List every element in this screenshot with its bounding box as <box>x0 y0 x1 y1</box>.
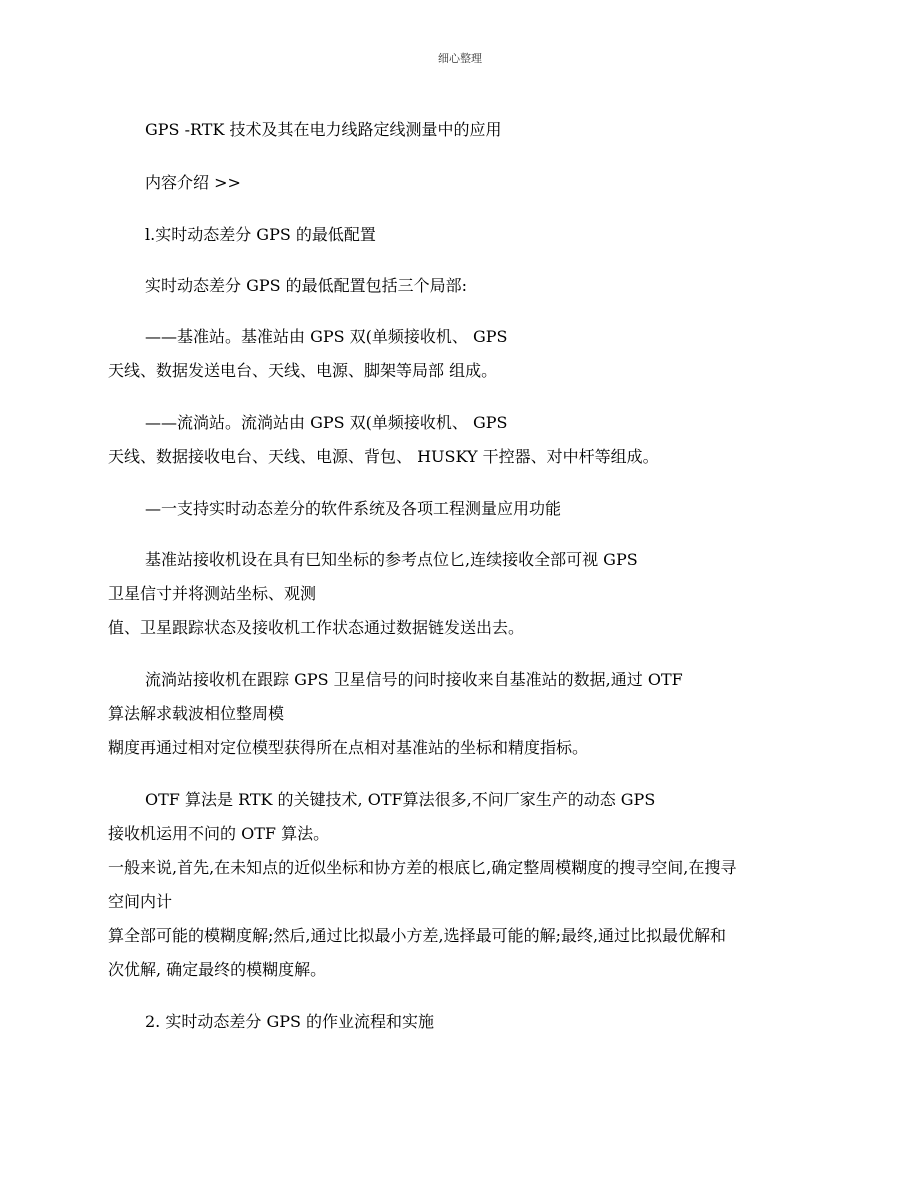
paragraph-line: 次优解, 确定最终的模糊度解。 <box>108 960 327 979</box>
paragraph-line: 接收机运用不问的 OTF 算法。 <box>108 824 330 843</box>
paragraph-line: OTF 算法是 RTK 的关键技术, OTF算法很多,不问厂家生产的动态 GPS <box>145 790 656 809</box>
section-intro: 内容介绍 >> <box>145 173 241 192</box>
paragraph-line: 基准站接收机设在具有巳知坐标的参考点位匕,连续接收全部可视 GPS <box>145 550 638 569</box>
page-header: 细心整理 <box>438 52 482 65</box>
paragraph-line: 算法解求载波相位整周模 <box>108 704 285 723</box>
paragraph-line: 糊度再通过相对定位模型获得所在点相对基准站的坐标和精度指标。 <box>108 738 589 757</box>
paragraph-line: 一般来说,首先,在未知点的近似坐标和协方差的根底匕,确定整周模糊度的搜寻空间,在搜寻 <box>108 858 737 877</box>
paragraph-line: ——基准站。基准站由 GPS 双(单频接收机、 GPS <box>145 327 508 346</box>
paragraph-line: —一支持实时动态差分的软件系统及各项工程测量应用功能 <box>145 499 562 518</box>
paragraph-line: 实时动态差分 GPS 的最低配置包括三个局部: <box>145 276 468 295</box>
paragraph-line: 值、卫星跟踪状态及接收机工作状态通过数据链发送出去。 <box>108 618 525 637</box>
section-heading-2: 2. 实时动态差分 GPS 的作业流程和实施 <box>145 1012 435 1031</box>
paragraph-line: ——流淌站。流淌站由 GPS 双(单频接收机、 GPS <box>145 413 508 432</box>
section-heading-1: l.实时动态差分 GPS 的最低配置 <box>145 225 376 244</box>
paragraph-line: 空间内计 <box>108 892 173 911</box>
paragraph-line: 流淌站接收机在跟踪 GPS 卫星信号的问时接收来自基准站的数据,通过 OTF <box>145 670 683 689</box>
paragraph-line: 天线、数据发送电台、天线、电源、脚架等局部 组成。 <box>108 361 498 380</box>
paragraph-line: 算全部可能的模糊度解;然后,通过比拟最小方差,选择最可能的解;最终,通过比拟最优解和 <box>108 926 727 945</box>
document-title: GPS -RTK 技术及其在电力线路定线测量中的应用 <box>145 120 502 139</box>
paragraph-line: 卫星信寸并将测站坐标、观测 <box>108 584 317 603</box>
paragraph-line: 天线、数据接收电台、天线、电源、背包、 HUSKY 干控器、对中杆等组成。 <box>108 447 659 466</box>
